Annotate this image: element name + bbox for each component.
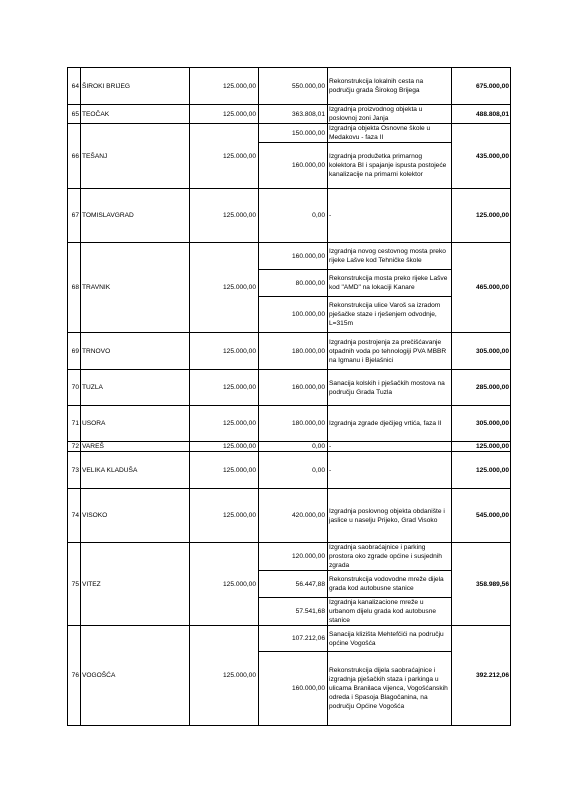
row-number: 74	[68, 489, 81, 543]
row-number: 70	[68, 370, 81, 406]
project-description: Sanacija klizišta Mehtefčići na području općine Vogošća	[328, 626, 452, 652]
project-description: -	[328, 442, 452, 452]
municipality-name: VAREŠ	[81, 442, 190, 452]
table-row	[68, 243, 511, 270]
base-amount: 125.000,00	[190, 626, 259, 726]
project-amount: 100.000,00	[259, 297, 328, 333]
municipality-name: VOGOŠĆA	[81, 626, 190, 726]
table-row	[68, 543, 511, 571]
project-amount: 160.000,00	[259, 652, 328, 726]
project-description: Rekonstrukcija dijela saobraćajnice i izgradnja pješačkih staza i parkinga u ulicama Branilaca vijenca, Vogošćanskih odreda i Spasoja Blagočanina, na području Općine Vogošća	[328, 652, 452, 726]
project-amount: 160.000,00	[259, 243, 328, 270]
total-amount: 285.000,00	[452, 370, 511, 406]
row-number: 72	[68, 442, 81, 452]
project-description: -	[328, 189, 452, 243]
table-row	[68, 406, 511, 442]
municipality-name: TOMISLAVGRAD	[81, 189, 190, 243]
total-amount: 435.000,00	[452, 124, 511, 189]
municipality-name: TUZLA	[81, 370, 190, 406]
municipality-name: TEOČAK	[81, 105, 190, 124]
municipality-name: VITEZ	[81, 543, 190, 626]
municipality-name: TRNOVO	[81, 333, 190, 370]
total-amount: 488.808,01	[452, 105, 511, 124]
project-description: Sanacija kolskih i pješačkih mostova na području Grada Tuzla	[328, 370, 452, 406]
total-amount: 358.989,56	[452, 543, 511, 626]
project-description: -	[328, 452, 452, 489]
project-amount: 550.000,00	[259, 68, 328, 105]
row-number: 76	[68, 626, 81, 726]
base-amount: 125.000,00	[190, 489, 259, 543]
table-row	[68, 189, 511, 243]
row-number: 65	[68, 105, 81, 124]
total-amount: 465.000,00	[452, 243, 511, 333]
document-page	[67, 67, 511, 726]
base-amount: 125.000,00	[190, 124, 259, 189]
base-amount: 125.000,00	[190, 452, 259, 489]
total-amount: 392.212,06	[452, 626, 511, 726]
table-row	[68, 370, 511, 406]
table-row	[68, 626, 511, 652]
allocation-table	[67, 67, 511, 726]
project-amount: 160.000,00	[259, 370, 328, 406]
project-description: Rekonstrukcija lokalnih cesta na području grada Širokog Brijega	[328, 68, 452, 105]
base-amount: 125.000,00	[190, 370, 259, 406]
base-amount: 125.000,00	[190, 189, 259, 243]
table-row	[68, 333, 511, 370]
row-number: 71	[68, 406, 81, 442]
base-amount: 125.000,00	[190, 406, 259, 442]
municipality-name: VELIKA KLADUŠA	[81, 452, 190, 489]
project-description: Izgradnja objekta Osnovne škole u Medakovu - faza II	[328, 124, 452, 143]
row-number: 75	[68, 543, 81, 626]
total-amount: 305.000,00	[452, 333, 511, 370]
total-amount: 125.000,00	[452, 452, 511, 489]
table-row	[68, 489, 511, 543]
project-description: Izgradnja proizvodnog objekta u poslovnoj zoni Janja	[328, 105, 452, 124]
project-amount: 420.000,00	[259, 489, 328, 543]
total-amount: 125.000,00	[452, 189, 511, 243]
base-amount: 125.000,00	[190, 243, 259, 333]
municipality-name: ŠIROKI BRIJEG	[81, 68, 190, 105]
municipality-name: VISOKO	[81, 489, 190, 543]
municipality-name: TRAVNIK	[81, 243, 190, 333]
project-amount: 0,00	[259, 442, 328, 452]
project-description: Izgradnja produžetka primarnog kolektora BI i spajanje ispusta postojeće kanalizacije na primarni kolektor	[328, 143, 452, 189]
project-description: Izgradnja novog cestovnog mosta preko rijeke Lašve kod Tehničke škole	[328, 243, 452, 270]
project-description: Izgradnja poslovnog objekta obdanište i jaslice u naselju Prijeko, Grad Visoko	[328, 489, 452, 543]
row-number: 67	[68, 189, 81, 243]
table-row	[68, 442, 511, 452]
municipality-name: TEŠANJ	[81, 124, 190, 189]
project-description: Rekonstrukcija vodovodne mreže dijela grada kod autobusne stanice	[328, 571, 452, 598]
project-description: Rekonstrukcija ulice Varoš sa izradom pješačke staze i rješenjem odvodnje, L=315m	[328, 297, 452, 333]
table-row	[68, 452, 511, 489]
row-number: 68	[68, 243, 81, 333]
project-amount: 180.000,00	[259, 333, 328, 370]
project-description: Izgradnja kanalizacione mreže u urbanom dijelu grada kod autobusne stanice	[328, 598, 452, 626]
project-amount: 120.000,00	[259, 543, 328, 571]
table-row	[68, 124, 511, 143]
project-amount: 80.000,00	[259, 270, 328, 297]
base-amount: 125.000,00	[190, 333, 259, 370]
project-amount: 363.808,01	[259, 105, 328, 124]
project-description: Izgradnja postrojenja za prečišćavanje otpadnih voda po tehnologiji PVA MBBR na Igmanu i Bjelašnici	[328, 333, 452, 370]
base-amount: 125.000,00	[190, 105, 259, 124]
total-amount: 125.000,00	[452, 442, 511, 452]
base-amount: 125.000,00	[190, 68, 259, 105]
project-amount: 160.000,00	[259, 143, 328, 189]
municipality-name: USORA	[81, 406, 190, 442]
table-row	[68, 68, 511, 105]
row-number: 66	[68, 124, 81, 189]
base-amount: 125.000,00	[190, 543, 259, 626]
row-number: 69	[68, 333, 81, 370]
total-amount: 675.000,00	[452, 68, 511, 105]
total-amount: 545.000,00	[452, 489, 511, 543]
project-description: Rekonstrukcija mosta preko rijeke Lašve kod "AMD" na lokaciji Kanare	[328, 270, 452, 297]
project-description: Izgradnja saobraćajnice i parking prostora oko zgrade općine i susjednih zgrada	[328, 543, 452, 571]
project-amount: 150.000,00	[259, 124, 328, 143]
project-amount: 57.541,68	[259, 598, 328, 626]
row-number: 73	[68, 452, 81, 489]
project-amount: 180.000,00	[259, 406, 328, 442]
project-amount: 0,00	[259, 452, 328, 489]
project-amount: 107.212,06	[259, 626, 328, 652]
row-number: 64	[68, 68, 81, 105]
table-row	[68, 105, 511, 124]
project-amount: 0,00	[259, 189, 328, 243]
total-amount: 305.000,00	[452, 406, 511, 442]
project-amount: 56.447,88	[259, 571, 328, 598]
base-amount: 125.000,00	[190, 442, 259, 452]
project-description: Izgradnja zgrade dječijeg vrtića, faza II	[328, 406, 452, 442]
